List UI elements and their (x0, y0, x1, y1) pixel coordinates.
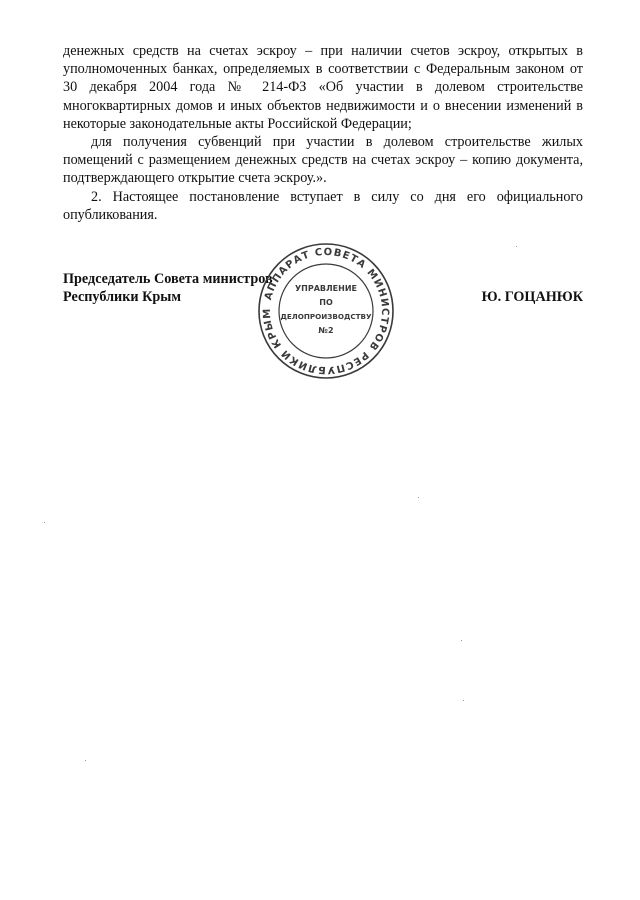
scan-speck (463, 700, 464, 701)
stamp-inner-line2: ПО (319, 298, 333, 307)
stamp-seal-icon (257, 242, 395, 380)
stamp-inner-line1: УПРАВЛЕНИЕ (295, 284, 357, 293)
stamp-inner-ring (279, 264, 373, 358)
stamp-outer-text (262, 247, 390, 375)
signer-name: Ю. ГОЦАНЮК (481, 289, 583, 305)
paragraph-subvention: для получения субвенций при участии в долевом строительстве жилых помещений с размещением денежных средств на счетах эскроу – копию документа, подтверждающего открытие счета эскроу.». (63, 134, 583, 187)
scan-speck (85, 760, 86, 761)
scan-speck (418, 497, 419, 498)
signer-title-line1: Председатель Совета министров (63, 271, 273, 287)
stamp-outer-textpath: АППАРАТ СОВЕТА МИНИСТРОВ РЕСПУБЛИКИ КРЫМ (261, 246, 391, 376)
signer-title-line2: Республики Крым (63, 289, 182, 305)
official-stamp (257, 242, 395, 380)
scan-speck (44, 522, 45, 523)
stamp-inner-line4: №2 (318, 326, 334, 335)
scan-speck (516, 246, 517, 247)
paragraph-effective-date: 2. Настоящее постановление вступает в силу со дня его официального опубликования. (63, 188, 583, 223)
document-body (63, 42, 583, 224)
scan-speck (461, 640, 462, 641)
stamp-inner-line3: ДЕЛОПРОИЗВОДСТВУ (280, 312, 372, 321)
paragraph-escrow-continuation: денежных средств на счетах эскроу – при наличии счетов эскроу, открытых в уполномоченных банках, определяемых в соответствии с Федеральным законом от 30 декабря 2004 года № 214-ФЗ «Об участии в долевом строительстве многоквартирных домов и иных объектов недвижимости и о внесении изменений в некоторые законодательные акты Российской Федерации; (63, 43, 583, 132)
signer-title (63, 270, 273, 306)
